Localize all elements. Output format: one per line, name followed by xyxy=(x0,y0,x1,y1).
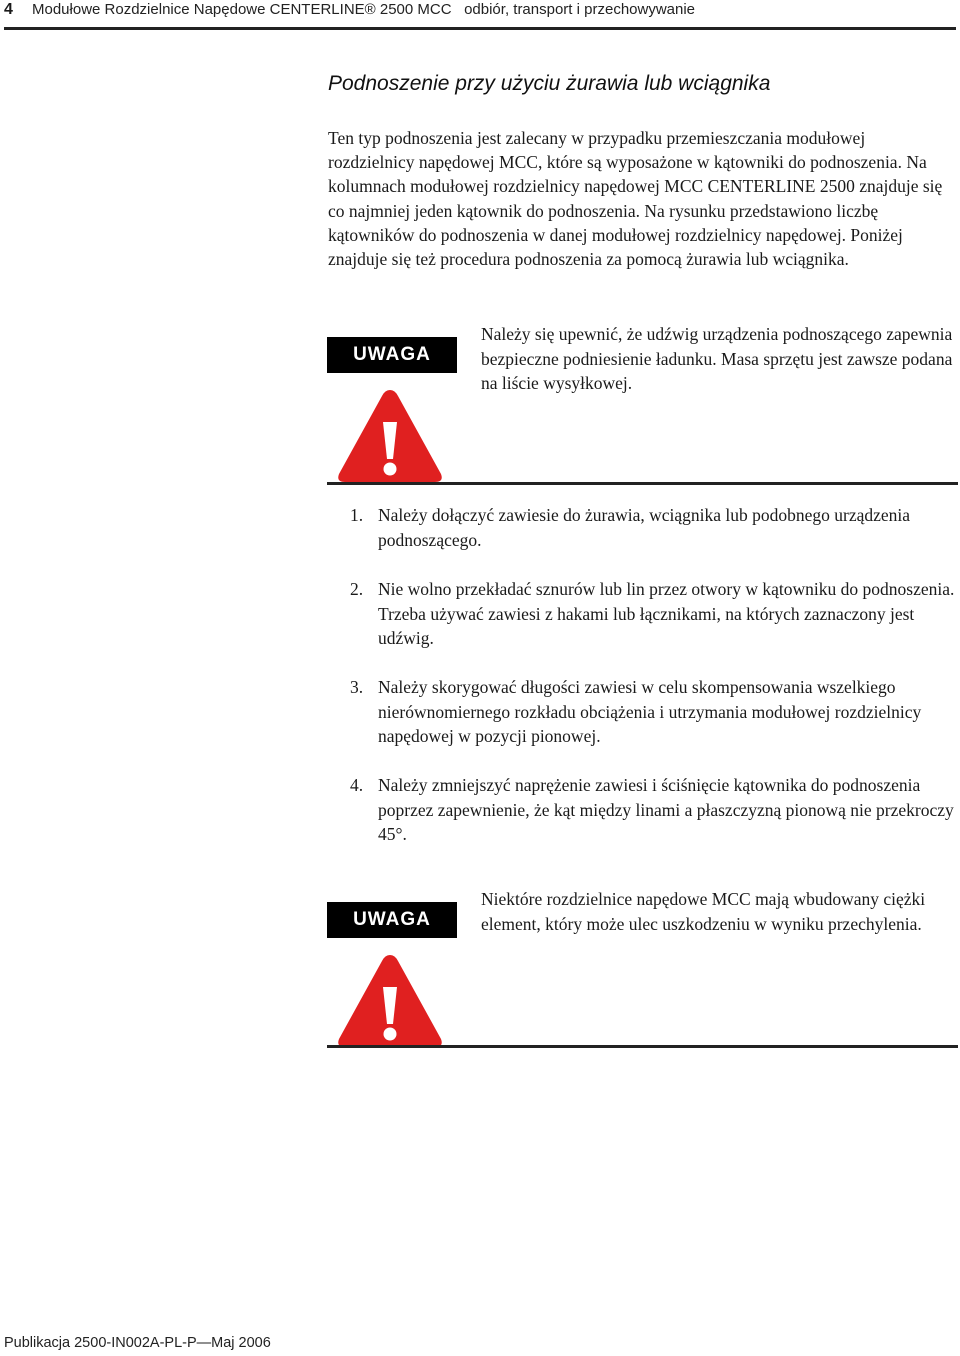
attention-label: UWAGA xyxy=(327,902,457,938)
footer-publication: Publikacja 2500-IN002A-PL-P—Maj 2006 xyxy=(4,1335,271,1351)
step-number: 1. xyxy=(350,505,364,525)
running-title: Modułowe Rozdzielnice Napędowe CENTERLINE® 2500 MCC odbiór, transport i przechowywanie xyxy=(32,1,696,18)
section-title: Podnoszenie przy użyciu żurawia lub wciągnika xyxy=(328,72,771,95)
step-number: 3. xyxy=(350,677,364,697)
attention-bottom-rule xyxy=(327,482,958,485)
intro-paragraph: Ten typ podnoszenia jest zalecany w przypadku przemieszczania modułowej rozdzielnicy napędowej MCC, które są wyposażone w kątowniki do podnoszenia. Na kolumnach modułowej rozdzielnicy napędowej MCC CENTERLINE 2500 znajduje się co najmniej jeden kątownik do podnoszenia. Na rysunku przedstawiono liczbę kątowników do podnoszenia w danej modułowej rozdzielnicy napędowej. Poniżej znajduje się też procedura podnoszenia za pomocą żurawia lub wciągnika. xyxy=(328,128,943,270)
page-header xyxy=(4,0,956,30)
step-text: Nie wolno przekładać sznurów lub lin przez otwory w kątowniku do podnoszenia. Trzeba używać zawiesi z hakami lub łącznikami, na których zaznaczony jest udźwig. xyxy=(378,579,955,648)
step-text: Należy skorygować długości zawiesi w celu skompensowania wszelkiego nierównomiernego rozkładu obciążenia i utrzymania modułowej rozdzielnicy napędowej w pozycji pionowej. xyxy=(378,677,922,746)
step-number: 2. xyxy=(350,579,364,599)
header-rule xyxy=(4,27,956,30)
attention-box-tipping xyxy=(327,887,958,1050)
page-number: 4 xyxy=(4,1,13,18)
step-text: Należy dołączyć zawiesie do żurawia, wciągnika lub podobnego urządzenia podnoszącego. xyxy=(378,505,911,550)
step-number: 4. xyxy=(350,775,364,795)
warning-triangle-icon xyxy=(335,386,445,486)
attention-text: Niektóre rozdzielnice napędowe MCC mają wbudowany ciężki element, który może ulec uszkodzeniu w wyniku przechylenia. xyxy=(481,889,926,934)
warning-triangle-icon xyxy=(335,951,445,1051)
attention-box-capacity xyxy=(327,322,958,485)
attention-label: UWAGA xyxy=(327,337,457,373)
step-text: Należy zmniejszyć naprężenie zawiesi i ściśnięcie kątownika do podnoszenia poprzez zapewnienie, że kąt między linami a płaszczyzną pionową nie przekroczy 45°. xyxy=(378,775,954,844)
attention-text: Należy się upewnić, że udźwig urządzenia podnoszącego zapewnia bezpieczne podniesienie ładunku. Masa sprzętu jest zawsze podana na liście wysyłkowej. xyxy=(481,324,953,393)
attention-bottom-rule xyxy=(327,1045,958,1048)
